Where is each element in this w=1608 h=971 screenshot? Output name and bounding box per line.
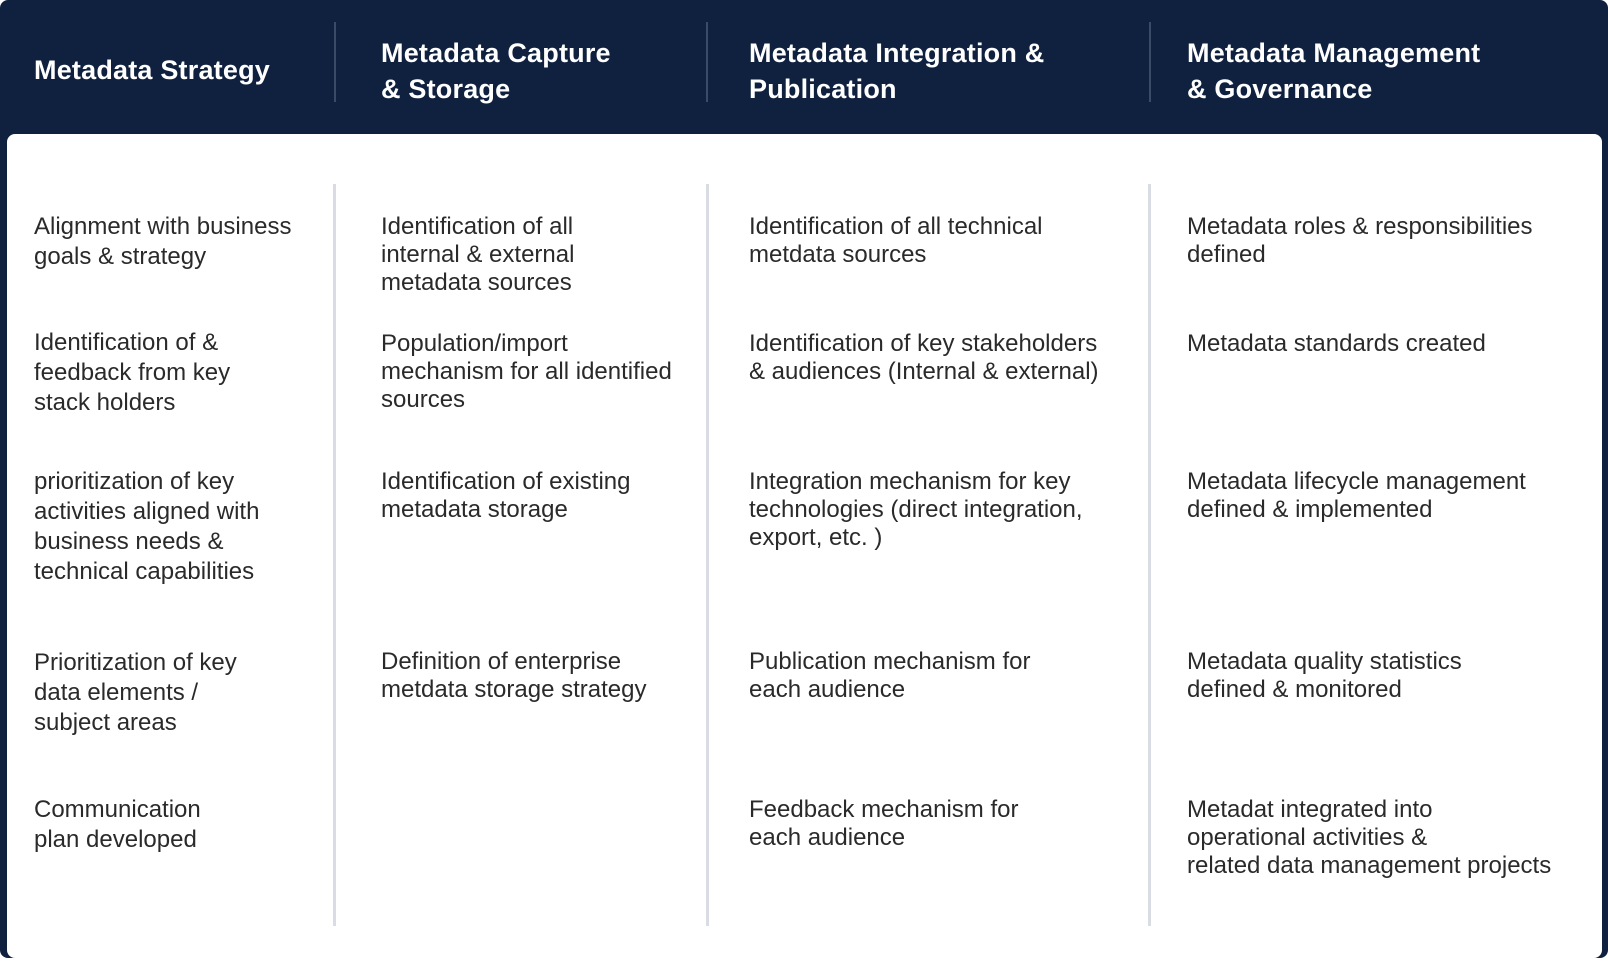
column-divider — [706, 184, 709, 926]
strategy-item: Alignment with business goals & strategy — [34, 213, 292, 270]
header-title-management-governance: Metadata Management & Governance — [1187, 38, 1481, 104]
strategy-item: Identification of & feedback from key stack holders — [34, 329, 231, 416]
capture-storage-item: Identification of all internal & external metadata sources — [381, 213, 575, 296]
management-governance-item: Metadata standards created — [1187, 330, 1486, 357]
header-title-metadata-strategy: Metadata Strategy — [34, 55, 270, 85]
header-title-capture-storage: Metadata Capture & Storage — [381, 38, 611, 104]
integration-publication-item: Integration mechanism for key technologies (direct integration, export, etc. ) — [749, 468, 1083, 551]
management-governance-item: Metadata lifecycle management defined & implemented — [1187, 468, 1526, 523]
integration-publication-item: Feedback mechanism for each audience — [749, 796, 1019, 851]
management-governance-item: Metadata quality statistics defined & monitored — [1187, 648, 1462, 703]
integration-publication-item: Identification of key stakeholders & audiences (Internal & external) — [749, 330, 1099, 385]
capture-storage-item: Identification of existing metadata storage — [381, 468, 631, 523]
header-divider — [334, 22, 336, 102]
column-divider — [333, 184, 336, 926]
integration-publication-item: Identification of all technical metdata sources — [749, 213, 1043, 268]
column-divider — [1148, 184, 1151, 926]
strategy-item: Communication plan developed — [34, 796, 201, 853]
header-divider — [1149, 22, 1151, 102]
management-governance-item: Metadata roles & responsibilities defined — [1187, 213, 1533, 268]
header-title-integration-publication: Metadata Integration & Publication — [749, 38, 1045, 104]
strategy-item: prioritization of key activities aligned with business needs & technical capabilities — [34, 468, 260, 585]
capture-storage-item: Population/import mechanism for all identified sources — [381, 330, 672, 413]
capture-storage-item: Definition of enterprise metdata storage strategy — [381, 648, 647, 703]
header-divider — [706, 22, 708, 102]
integration-publication-item: Publication mechanism for each audience — [749, 648, 1031, 703]
strategy-item: Prioritization of key data elements / subject areas — [34, 649, 237, 736]
management-governance-item: Metadat integrated into operational activities & related data management projects — [1187, 796, 1552, 879]
